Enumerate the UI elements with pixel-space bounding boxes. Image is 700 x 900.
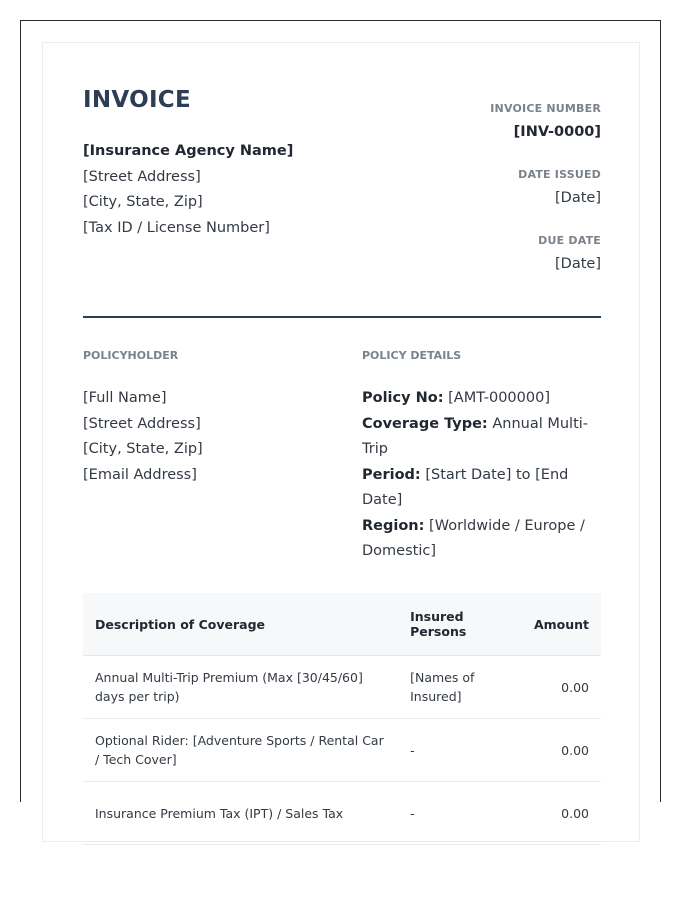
policyholder-city: [City, State, Zip] bbox=[83, 441, 203, 457]
table-row bbox=[83, 719, 601, 782]
coverage-table bbox=[83, 593, 601, 845]
policy-number-line bbox=[362, 386, 604, 412]
row-insured: [Names of Insured] bbox=[398, 656, 522, 719]
invoice-number-value: [INV-0000] bbox=[513, 124, 601, 140]
table-row bbox=[83, 782, 601, 845]
policy-details-block bbox=[362, 386, 604, 565]
agency-block bbox=[83, 139, 343, 241]
row-amount: 0.00 bbox=[522, 719, 601, 782]
coverage-type-line bbox=[362, 412, 604, 463]
period-value: [Start Date] to [End Date] bbox=[362, 466, 569, 508]
row-description: Insurance Premium Tax (IPT) / Sales Tax bbox=[83, 782, 398, 845]
invoice-meta bbox=[361, 99, 601, 297]
policy-details-label: POLICY DETAILS bbox=[362, 349, 462, 362]
invoice-sheet bbox=[42, 42, 640, 842]
page-frame bbox=[20, 20, 661, 821]
policyholder-street: [Street Address] bbox=[83, 415, 201, 432]
region-line bbox=[362, 514, 604, 565]
table-header-row bbox=[83, 593, 601, 656]
coverage-type-value: Annual Multi-Trip bbox=[362, 415, 589, 457]
header-divider bbox=[83, 316, 601, 318]
policyholder-label: POLICYHOLDER bbox=[83, 349, 179, 362]
policyholder-name: [Full Name] bbox=[83, 390, 167, 406]
policy-number-label: Policy No: bbox=[362, 390, 444, 406]
region-value: [Worldwide / Europe / Domestic] bbox=[362, 517, 585, 559]
date-issued-label: DATE ISSUED bbox=[518, 168, 601, 181]
header-description: Description of Coverage bbox=[83, 593, 398, 656]
table-row bbox=[83, 656, 601, 719]
policyholder-email: [Email Address] bbox=[83, 466, 197, 483]
policyholder-block bbox=[83, 386, 343, 488]
row-description: Optional Rider: [Adventure Sports / Rental Car / Tech Cover] bbox=[83, 719, 398, 782]
row-amount: 0.00 bbox=[522, 782, 601, 845]
agency-street: [Street Address] bbox=[83, 168, 201, 185]
period-line bbox=[362, 463, 604, 514]
agency-city: [City, State, Zip] bbox=[83, 194, 203, 210]
invoice-number-label: INVOICE NUMBER bbox=[490, 102, 601, 115]
header-insured-persons: Insured Persons bbox=[398, 593, 522, 656]
policy-number-value: [AMT-000000] bbox=[448, 390, 550, 406]
row-amount: 0.00 bbox=[522, 656, 601, 719]
due-date-value: [Date] bbox=[555, 256, 601, 272]
date-issued-value: [Date] bbox=[555, 190, 601, 206]
agency-name: [Insurance Agency Name] bbox=[83, 143, 294, 159]
header-amount: Amount bbox=[522, 593, 601, 656]
region-label: Region: bbox=[362, 517, 425, 534]
row-description: Annual Multi-Trip Premium (Max [30/45/60] days per trip) bbox=[83, 656, 398, 719]
coverage-type-label: Coverage Type: bbox=[362, 415, 488, 432]
due-date-label: DUE DATE bbox=[538, 234, 601, 247]
agency-tax-id: [Tax ID / License Number] bbox=[83, 219, 270, 236]
invoice-title: INVOICE bbox=[83, 87, 192, 113]
period-label: Period: bbox=[362, 466, 421, 483]
row-insured: - bbox=[398, 719, 522, 782]
row-insured: - bbox=[398, 782, 522, 845]
